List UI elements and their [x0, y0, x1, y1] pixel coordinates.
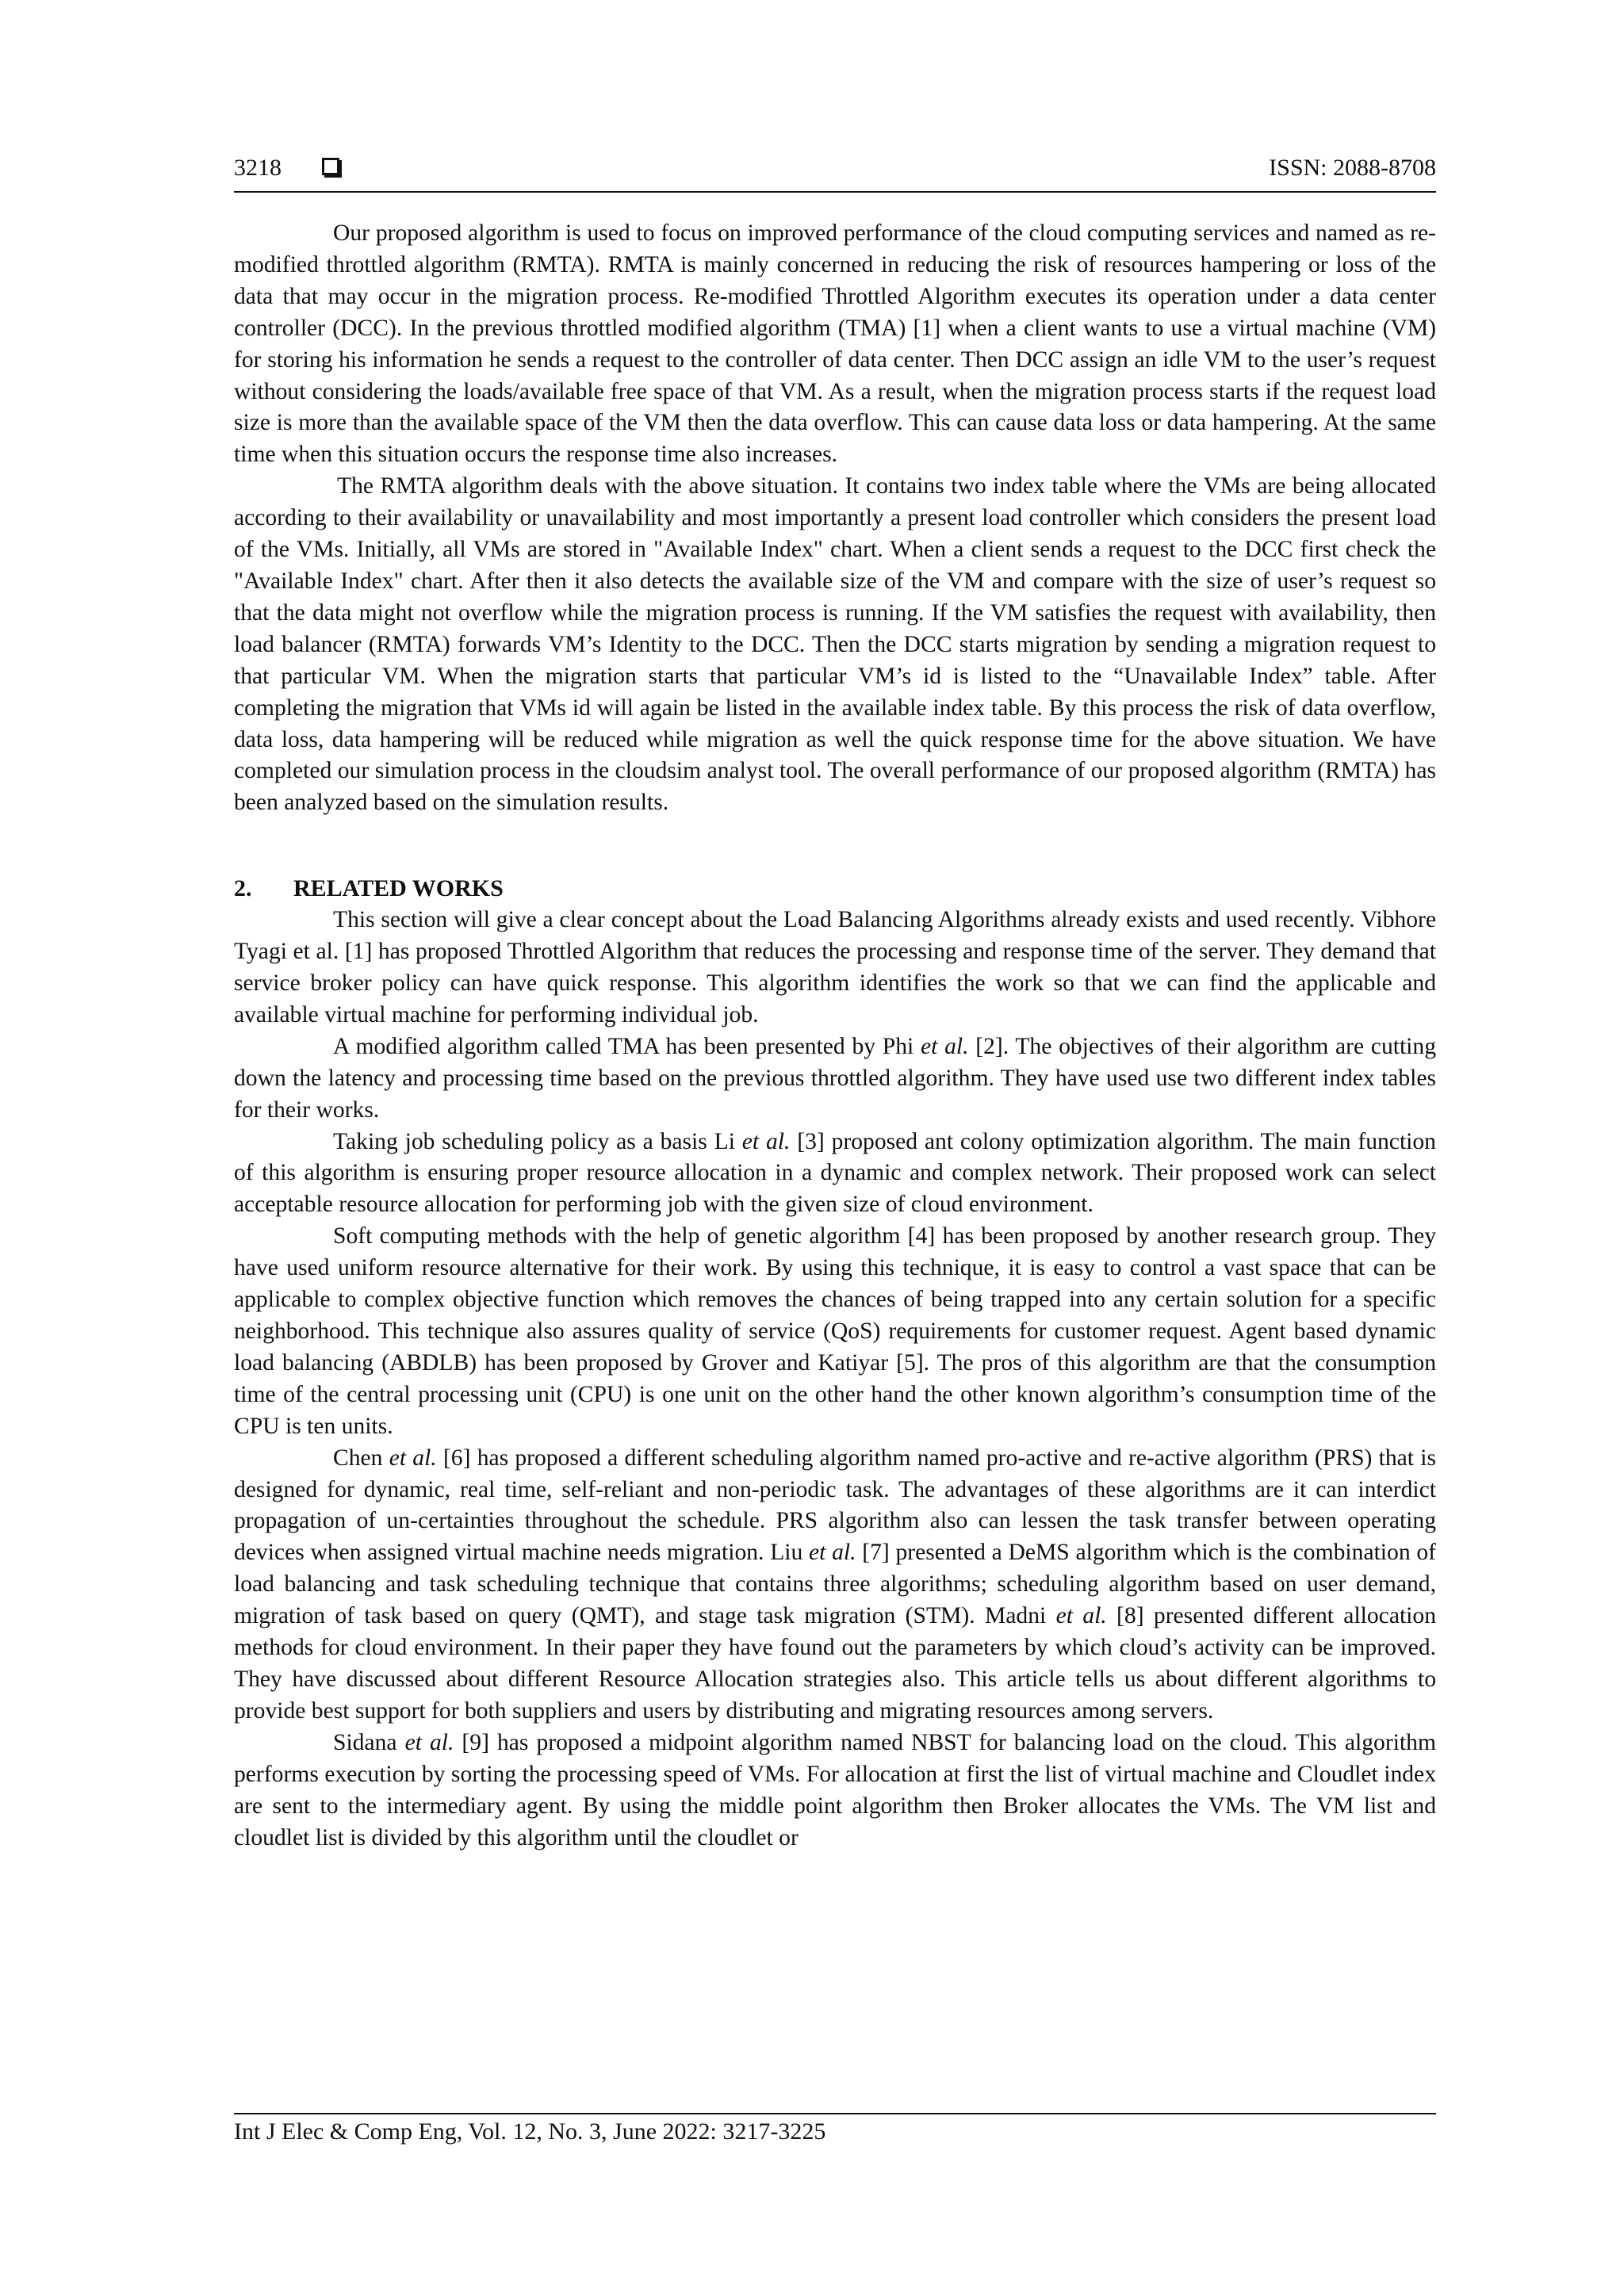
intro-paragraph-1: Our proposed algorithm is used to focus on improved performance of the cloud computing services and named as re-modified throttled algorithm (RMTA). RMTA is mainly concerned in reducing the risk of resources hampering or loss of the data that may occur in the migration process. Re-modified Throttled Algorithm executes its operation under a data center controller (DCC). In the previous throttled modified algorithm (TMA) [1] when a client wants to use a virtual machine (VM) for storing his information he sends a request to the controller of data center. Then DCC assign an idle VM to the user’s request without considering the loads/available free space of that VM. As a result, when the migration process starts if the request load size is more than the available space of the VM then the data overflow. This can cause data loss or data hampering. At the same time when this situation occurs the response time also increases.: [234, 220, 1436, 468]
section-number: 2.: [234, 875, 252, 902]
header-rule: [234, 191, 1436, 193]
square-bullet-icon: [322, 158, 339, 175]
section-heading: [234, 873, 1436, 905]
related-paragraph-2: A modified algorithm called TMA has been presented by Phi et al. [2]. The objectives of their algorithm are cutting down the latency and processing time based on the previous throttled algorithm. They have used use two different index tables for their works.: [234, 1033, 1436, 1123]
related-paragraph-3: Taking job scheduling policy as a basis Li et al. [3] proposed ant colony optimization algorithm. The main function of this algorithm is ensuring proper resource allocation in a dynamic and complex network. Their proposed work can select acceptable resource allocation for performing job with the given size of cloud environment.: [234, 1128, 1436, 1218]
page-number: 3218: [234, 155, 282, 181]
related-paragraph-6: Sidana et al. [9] has proposed a midpoint algorithm named NBST for balancing load on the cloud. This algorithm performs execution by sorting the processing speed of VMs. For allocation at first the list of virtual machine and Cloudlet index are sent to the intermediary agent. By using the middle point algorithm then Broker allocates the VMs. The VM list and cloudlet list is divided by this algorithm until the cloudlet or: [234, 1729, 1436, 1850]
section-title: RELATED WORKS: [293, 875, 504, 902]
related-paragraph-1: This section will give a clear concept about the Load Balancing Algorithms already exists and used recently. Vibhore Tyagi et al. [1] has proposed Throttled Algorithm that reduces the processing and response time of the server. They demand that service broker policy can have quick response. This algorithm identifies the work so that we can find the applicable and available virtual machine for performing individual job.: [234, 907, 1436, 1027]
issn-label: ISSN: 2088-8708: [1269, 155, 1436, 181]
footer-citation: Int J Elec & Comp Eng, Vol. 12, No. 3, June 2022: 3217-3225: [234, 2118, 826, 2145]
page-header: [234, 155, 1436, 193]
related-paragraph-4: Soft computing methods with the help of genetic algorithm [4] has been proposed by another research group. They have used uniform resource alternative for their work. By using this technique, it is easy to control a vast space that can be applicable to complex objective function which removes the chances of being trapped into any certain solution for a specific neighborhood. This technique also assures quality of service (QoS) requirements for customer request. Agent based dynamic load balancing (ABDLB) has been proposed by Grover and Katiyar [5]. The pros of this algorithm are that the consumption time of the central processing unit (CPU) is one unit on the other hand the other known algorithm’s consumption time of the CPU is ten units.: [234, 1223, 1436, 1439]
footer-rule: [234, 2113, 1436, 2114]
related-paragraph-5: Chen et al. [6] has proposed a different scheduling algorithm named pro-active and re-active algorithm (PRS) that is designed for dynamic, real time, self-reliant and non-periodic task. The advantages of these algorithms are it can interdict propagation of un-certainties throughout the schedule. PRS algorithm also can lessen the task transfer between operating devices when assigned virtual machine needs migration. Liu et al. [7] presented a DeMS algorithm which is the combination of load balancing and task scheduling technique that contains three algorithms; scheduling algorithm based on user demand, migration of task based on query (QMT), and stage task migration (STM). Madni et al. [8] presented different allocation methods for cloud environment. In their paper they have found out the parameters by which cloud’s activity can be improved. They have discussed about different Resource Allocation strategies also. This article tells us about different algorithms to provide best support for both suppliers and users by distributing and migrating resources among servers.: [234, 1445, 1436, 1724]
intro-paragraph-2: The RMTA algorithm deals with the above situation. It contains two index table where the VMs are being allocated according to their availability or unavailability and most importantly a present load controller which considers the present load of the VMs. Initially, all VMs are stored in "Available Index" chart. When a client sends a request to the DCC first check the "Available Index" chart. After then it also detects the available size of the VM and compare with the size of user’s request so that the data might not overflow while the migration process is running. If the VM satisfies the request with availability, then load balancer (RMTA) forwards VM’s Identity to the DCC. Then the DCC starts migration by sending a migration request to that particular VM. When the migration starts that particular VM’s id is listed to the “Unavailable Index” table. After completing the migration that VMs id will again be listed in the available index table. By this process the risk of data overflow, data loss, data hampering will be reduced while migration as well the quick response time for the above situation. We have completed our simulation process in the cloudsim analyst tool. The overall performance of our proposed algorithm (RMTA) has been analyzed based on the simulation results.: [234, 473, 1436, 816]
article-body: [234, 218, 1436, 1854]
